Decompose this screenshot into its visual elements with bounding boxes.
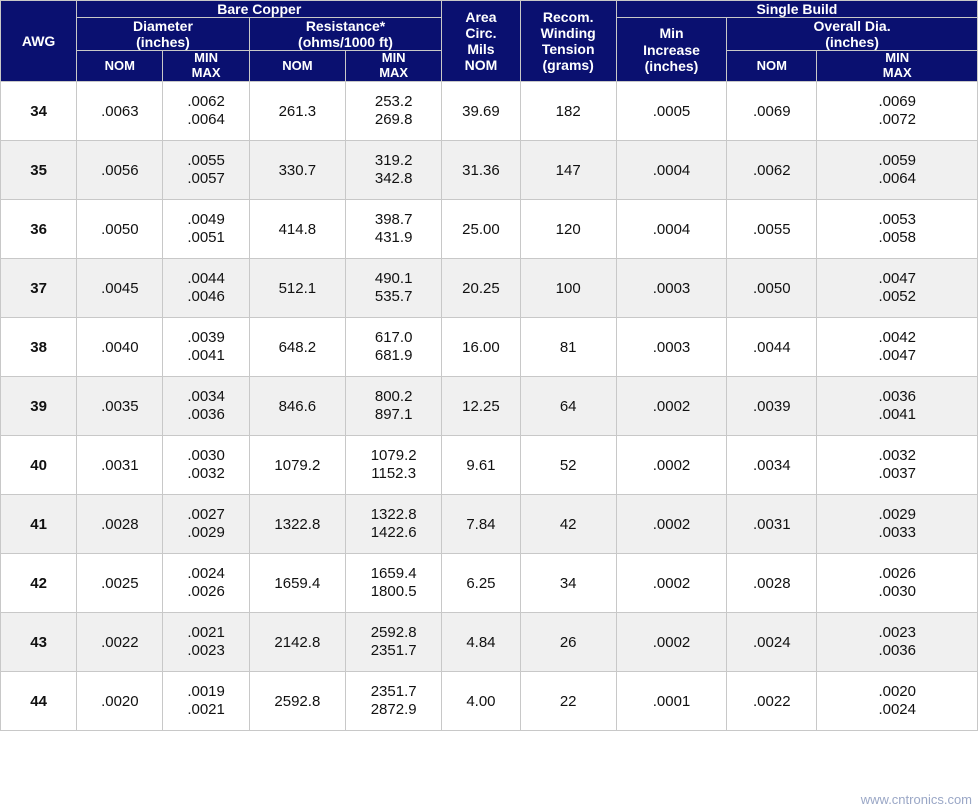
cell-min-increase: .0001 [616,672,726,731]
table-row [1,141,978,200]
min-increase-line-3: (inches) [644,57,699,74]
header-single-build: Single Build [616,1,977,18]
cell-overall-dia-nom: .0024 [727,613,817,672]
cell-overall-dia-nom: .0022 [727,672,817,731]
cell-diameter-nom: .0022 [77,613,163,672]
cell-diameter-min-max [163,200,249,259]
tension-line-2: Winding [540,24,596,41]
cell-overall-dia-min-max-stack [817,152,977,189]
cell-overall-dia-nom: .0031 [727,495,817,554]
resistance-min-value: 617.0 [374,328,413,346]
cell-resistance-nom: 1322.8 [249,495,345,554]
cell-resistance-min-max [346,495,442,554]
table-body [1,82,978,731]
cell-area-circ-mils: 20.25 [442,259,520,318]
resistance-min-value: 1322.8 [370,505,417,523]
cell-overall-dia-min-max-stack [817,506,977,543]
header-overall-dia [727,18,978,51]
cell-resistance-min-max [346,82,442,141]
cell-overall-dia-min-max-stack [817,447,977,484]
cell-diameter-nom: .0031 [77,436,163,495]
diameter-min-value: .0044 [187,269,225,287]
header-diameter-nom: NOM [77,51,163,82]
cell-area-circ-mils: 4.00 [442,672,520,731]
diameter-max-value: .0032 [187,465,225,483]
cell-overall-dia-min-max [817,554,978,613]
cell-overall-dia-nom: .0039 [727,377,817,436]
cell-winding-tension: 22 [520,672,616,731]
cell-min-increase: .0002 [616,436,726,495]
overall-dia-max-value: .0033 [878,524,916,542]
area-line-3: Mils [467,41,495,58]
cell-overall-dia-min-max-stack [817,93,977,130]
diameter-max-value: .0023 [187,642,225,660]
cell-awg: 38 [1,318,77,377]
overall-dia-max-value: .0058 [878,229,916,247]
cell-overall-dia-nom: .0034 [727,436,817,495]
overall-dia-min-value: .0059 [878,151,916,169]
resistance-min-value: 1659.4 [370,564,417,582]
cell-overall-dia-min-max-stack [817,624,977,661]
header-area-circ-mils [442,1,520,82]
cell-resistance-min-max-stack [346,388,441,425]
cell-resistance-nom: 330.7 [249,141,345,200]
overall-dia-min-label: MIN [885,50,910,66]
cell-diameter-min-max-stack [163,388,248,425]
cell-overall-dia-nom: .0069 [727,82,817,141]
cell-resistance-min-max-stack [346,152,441,189]
cell-resistance-nom: 1079.2 [249,436,345,495]
cell-resistance-nom: 261.3 [249,82,345,141]
cell-overall-dia-min-max [817,318,978,377]
cell-resistance-nom: 2592.8 [249,672,345,731]
cell-overall-dia-min-max-stack [817,329,977,366]
overall-dia-line-2: (inches) [825,34,879,51]
diameter-max-value: .0036 [187,406,225,424]
resistance-max-value: 2351.7 [370,642,417,660]
overall-dia-max-value: .0030 [878,583,916,601]
header-overall-dia-nom: NOM [727,51,817,82]
cell-awg: 42 [1,554,77,613]
cell-resistance-min-max-stack [346,506,441,543]
area-line-1: Area [465,8,497,25]
header-overall-dia-min-max [817,51,978,82]
diameter-min-value: .0055 [187,151,225,169]
cell-awg: 35 [1,141,77,200]
cell-winding-tension: 64 [520,377,616,436]
table-row [1,377,978,436]
resistance-min-value: 253.2 [374,92,413,110]
cell-diameter-min-max-stack [163,329,248,366]
cell-diameter-min-max [163,672,249,731]
table-row [1,554,978,613]
diameter-line-1: Diameter [133,18,193,35]
cell-resistance-min-max-stack [346,211,441,248]
resistance-max-value: 1422.6 [370,524,417,542]
watermark: www.cntronics.com [860,792,972,807]
cell-resistance-min-max-stack [346,329,441,366]
overall-dia-max-value: .0037 [878,465,916,483]
cell-awg: 37 [1,259,77,318]
cell-min-increase: .0002 [616,495,726,554]
resistance-min-value: 800.2 [374,387,413,405]
table-header [1,1,978,82]
cell-winding-tension: 100 [520,259,616,318]
cell-diameter-nom: .0035 [77,377,163,436]
cell-awg: 34 [1,82,77,141]
diameter-min-value: .0021 [187,623,225,641]
cell-winding-tension: 120 [520,200,616,259]
cell-resistance-min-max [346,436,442,495]
cell-diameter-min-max-stack [163,506,248,543]
overall-dia-min-value: .0053 [878,210,916,228]
cell-overall-dia-min-max-stack [817,683,977,720]
cell-diameter-min-max-stack [163,447,248,484]
diameter-max-label: MAX [191,65,221,81]
cell-min-increase: .0005 [616,82,726,141]
resistance-line-1: Resistance* [305,18,386,35]
diameter-max-value: .0064 [187,111,225,129]
resistance-max-value: 535.7 [374,288,413,306]
resistance-min-value: 398.7 [374,210,413,228]
header-resistance-min-max [346,51,442,82]
cell-resistance-min-max [346,377,442,436]
header-min-increase [616,18,726,82]
cell-overall-dia-min-max [817,200,978,259]
cell-resistance-min-max [346,259,442,318]
cell-area-circ-mils: 9.61 [442,436,520,495]
cell-resistance-min-max-stack [346,93,441,130]
cell-area-circ-mils: 31.36 [442,141,520,200]
table-row [1,318,978,377]
cell-winding-tension: 34 [520,554,616,613]
header-awg: AWG [1,1,77,82]
cell-diameter-min-max-stack [163,211,248,248]
cell-overall-dia-min-max-stack [817,270,977,307]
cell-min-increase: .0003 [616,259,726,318]
cell-resistance-min-max-stack [346,270,441,307]
cell-resistance-nom: 846.6 [249,377,345,436]
cell-diameter-min-max [163,436,249,495]
diameter-min-label: MIN [194,50,219,66]
cell-area-circ-mils: 7.84 [442,495,520,554]
resistance-max-value: 897.1 [374,406,413,424]
cell-resistance-nom: 512.1 [249,259,345,318]
diameter-min-value: .0039 [187,328,225,346]
overall-dia-max-label: MAX [882,65,912,81]
diameter-max-value: .0021 [187,701,225,719]
header-diameter [77,18,250,51]
diameter-max-value: .0029 [187,524,225,542]
tension-line-3: Tension [541,41,595,58]
cell-area-circ-mils: 16.00 [442,318,520,377]
cell-resistance-min-max-stack [346,624,441,661]
area-line-2: Circ. [465,24,497,41]
cell-awg: 41 [1,495,77,554]
overall-dia-min-value: .0026 [878,564,916,582]
cell-min-increase: .0002 [616,377,726,436]
cell-overall-dia-nom: .0028 [727,554,817,613]
cell-min-increase: .0002 [616,554,726,613]
table-row [1,82,978,141]
cell-min-increase: .0004 [616,141,726,200]
cell-resistance-nom: 648.2 [249,318,345,377]
header-row-1 [1,1,978,18]
overall-dia-max-value: .0036 [878,642,916,660]
cell-diameter-min-max [163,554,249,613]
diameter-min-value: .0024 [187,564,225,582]
cell-min-increase: .0002 [616,613,726,672]
cell-diameter-min-max [163,259,249,318]
cell-overall-dia-min-max [817,613,978,672]
cell-diameter-min-max-stack [163,93,248,130]
cell-winding-tension: 42 [520,495,616,554]
cell-awg: 39 [1,377,77,436]
cell-area-circ-mils: 12.25 [442,377,520,436]
diameter-max-value: .0046 [187,288,225,306]
cell-resistance-min-max-stack [346,683,441,720]
cell-diameter-min-max [163,141,249,200]
cell-overall-dia-min-max [817,377,978,436]
overall-dia-min-value: .0069 [878,92,916,110]
cell-resistance-min-max [346,318,442,377]
cell-min-increase: .0004 [616,200,726,259]
area-line-4: NOM [464,57,498,74]
cell-resistance-min-max [346,613,442,672]
cell-area-circ-mils: 39.69 [442,82,520,141]
resistance-max-value: 1152.3 [371,465,417,483]
cell-winding-tension: 147 [520,141,616,200]
table-row [1,672,978,731]
resistance-max-value: 2872.9 [370,701,417,719]
cell-overall-dia-min-max-stack [817,388,977,425]
cell-diameter-min-max-stack [163,624,248,661]
diameter-min-value: .0027 [187,505,225,523]
cell-overall-dia-min-max-stack [817,565,977,602]
header-winding-tension [520,1,616,82]
cell-winding-tension: 52 [520,436,616,495]
cell-resistance-nom: 414.8 [249,200,345,259]
cell-diameter-nom: .0050 [77,200,163,259]
overall-dia-min-value: .0020 [878,682,916,700]
resistance-min-value: 490.1 [374,269,413,287]
table-row [1,436,978,495]
resistance-max-value: 269.8 [374,111,413,129]
overall-dia-min-value: .0047 [878,269,916,287]
diameter-max-value: .0041 [187,347,225,365]
diameter-min-value: .0030 [187,446,225,464]
cell-awg: 36 [1,200,77,259]
tension-line-4: (grams) [542,57,594,74]
cell-diameter-nom: .0025 [77,554,163,613]
resistance-max-value: 1800.5 [370,583,417,601]
cell-overall-dia-min-max [817,141,978,200]
overall-dia-min-value: .0029 [878,505,916,523]
resistance-max-value: 431.9 [374,229,413,247]
tension-line-1: Recom. [542,8,594,25]
cell-resistance-min-max [346,200,442,259]
table-row [1,613,978,672]
resistance-min-value: 1079.2 [370,446,417,464]
header-resistance-nom: NOM [249,51,345,82]
diameter-min-value: .0019 [187,682,225,700]
diameter-line-2: (inches) [136,34,190,51]
cell-awg: 43 [1,613,77,672]
cell-winding-tension: 81 [520,318,616,377]
diameter-min-value: .0034 [187,387,225,405]
cell-resistance-min-max [346,554,442,613]
resistance-min-value: 2592.8 [370,623,417,641]
cell-diameter-nom: .0063 [77,82,163,141]
overall-dia-max-value: .0024 [878,701,916,719]
resistance-min-label: MIN [381,50,406,66]
resistance-min-value: 2351.7 [370,682,417,700]
cell-area-circ-mils: 6.25 [442,554,520,613]
diameter-min-value: .0049 [187,210,225,228]
cell-min-increase: .0003 [616,318,726,377]
table-row [1,200,978,259]
cell-diameter-nom: .0020 [77,672,163,731]
cell-winding-tension: 182 [520,82,616,141]
cell-diameter-nom: .0045 [77,259,163,318]
cell-diameter-min-max [163,495,249,554]
cell-area-circ-mils: 25.00 [442,200,520,259]
overall-dia-min-value: .0023 [878,623,916,641]
cell-diameter-min-max-stack [163,152,248,189]
overall-dia-max-value: .0041 [878,406,916,424]
header-diameter-min-max [163,51,249,82]
cell-area-circ-mils: 4.84 [442,613,520,672]
min-increase-line-1: Min [659,25,684,42]
cell-resistance-min-max [346,141,442,200]
cell-diameter-nom: .0056 [77,141,163,200]
cell-diameter-min-max-stack [163,683,248,720]
cell-diameter-min-max-stack [163,270,248,307]
diameter-max-value: .0057 [187,170,225,188]
cell-overall-dia-min-max [817,495,978,554]
table-row [1,495,978,554]
overall-dia-max-value: .0047 [878,347,916,365]
cell-overall-dia-nom: .0062 [727,141,817,200]
overall-dia-max-value: .0052 [878,288,916,306]
resistance-min-value: 319.2 [374,151,413,169]
min-increase-line-2: Increase [643,41,700,58]
resistance-max-value: 681.9 [374,347,413,365]
overall-dia-min-value: .0042 [878,328,916,346]
cell-resistance-min-max-stack [346,565,441,602]
overall-dia-line-1: Overall Dia. [813,18,891,35]
cell-overall-dia-min-max [817,82,978,141]
diameter-max-value: .0051 [187,229,225,247]
resistance-line-2: (ohms/1000 ft) [298,34,393,51]
cell-winding-tension: 26 [520,613,616,672]
cell-overall-dia-nom: .0055 [727,200,817,259]
header-bare-copper: Bare Copper [77,1,442,18]
cell-diameter-nom: .0028 [77,495,163,554]
diameter-min-value: .0062 [187,92,225,110]
cell-overall-dia-min-max [817,436,978,495]
cell-diameter-min-max [163,82,249,141]
cell-awg: 44 [1,672,77,731]
cell-diameter-min-max [163,613,249,672]
cell-overall-dia-min-max [817,672,978,731]
resistance-max-value: 342.8 [374,170,413,188]
cell-awg: 40 [1,436,77,495]
cell-diameter-min-max [163,318,249,377]
cell-overall-dia-min-max [817,259,978,318]
cell-resistance-min-max [346,672,442,731]
cell-diameter-min-max [163,377,249,436]
cell-overall-dia-nom: .0044 [727,318,817,377]
diameter-max-value: .0026 [187,583,225,601]
overall-dia-max-value: .0072 [878,111,916,129]
cell-resistance-min-max-stack [346,447,441,484]
cell-diameter-nom: .0040 [77,318,163,377]
overall-dia-min-value: .0032 [878,446,916,464]
cell-resistance-nom: 1659.4 [249,554,345,613]
header-resistance [249,18,442,51]
overall-dia-min-value: .0036 [878,387,916,405]
cell-overall-dia-min-max-stack [817,211,977,248]
cell-resistance-nom: 2142.8 [249,613,345,672]
resistance-max-label: MAX [379,65,409,81]
cell-overall-dia-nom: .0050 [727,259,817,318]
table-row [1,259,978,318]
overall-dia-max-value: .0064 [878,170,916,188]
cell-diameter-min-max-stack [163,565,248,602]
